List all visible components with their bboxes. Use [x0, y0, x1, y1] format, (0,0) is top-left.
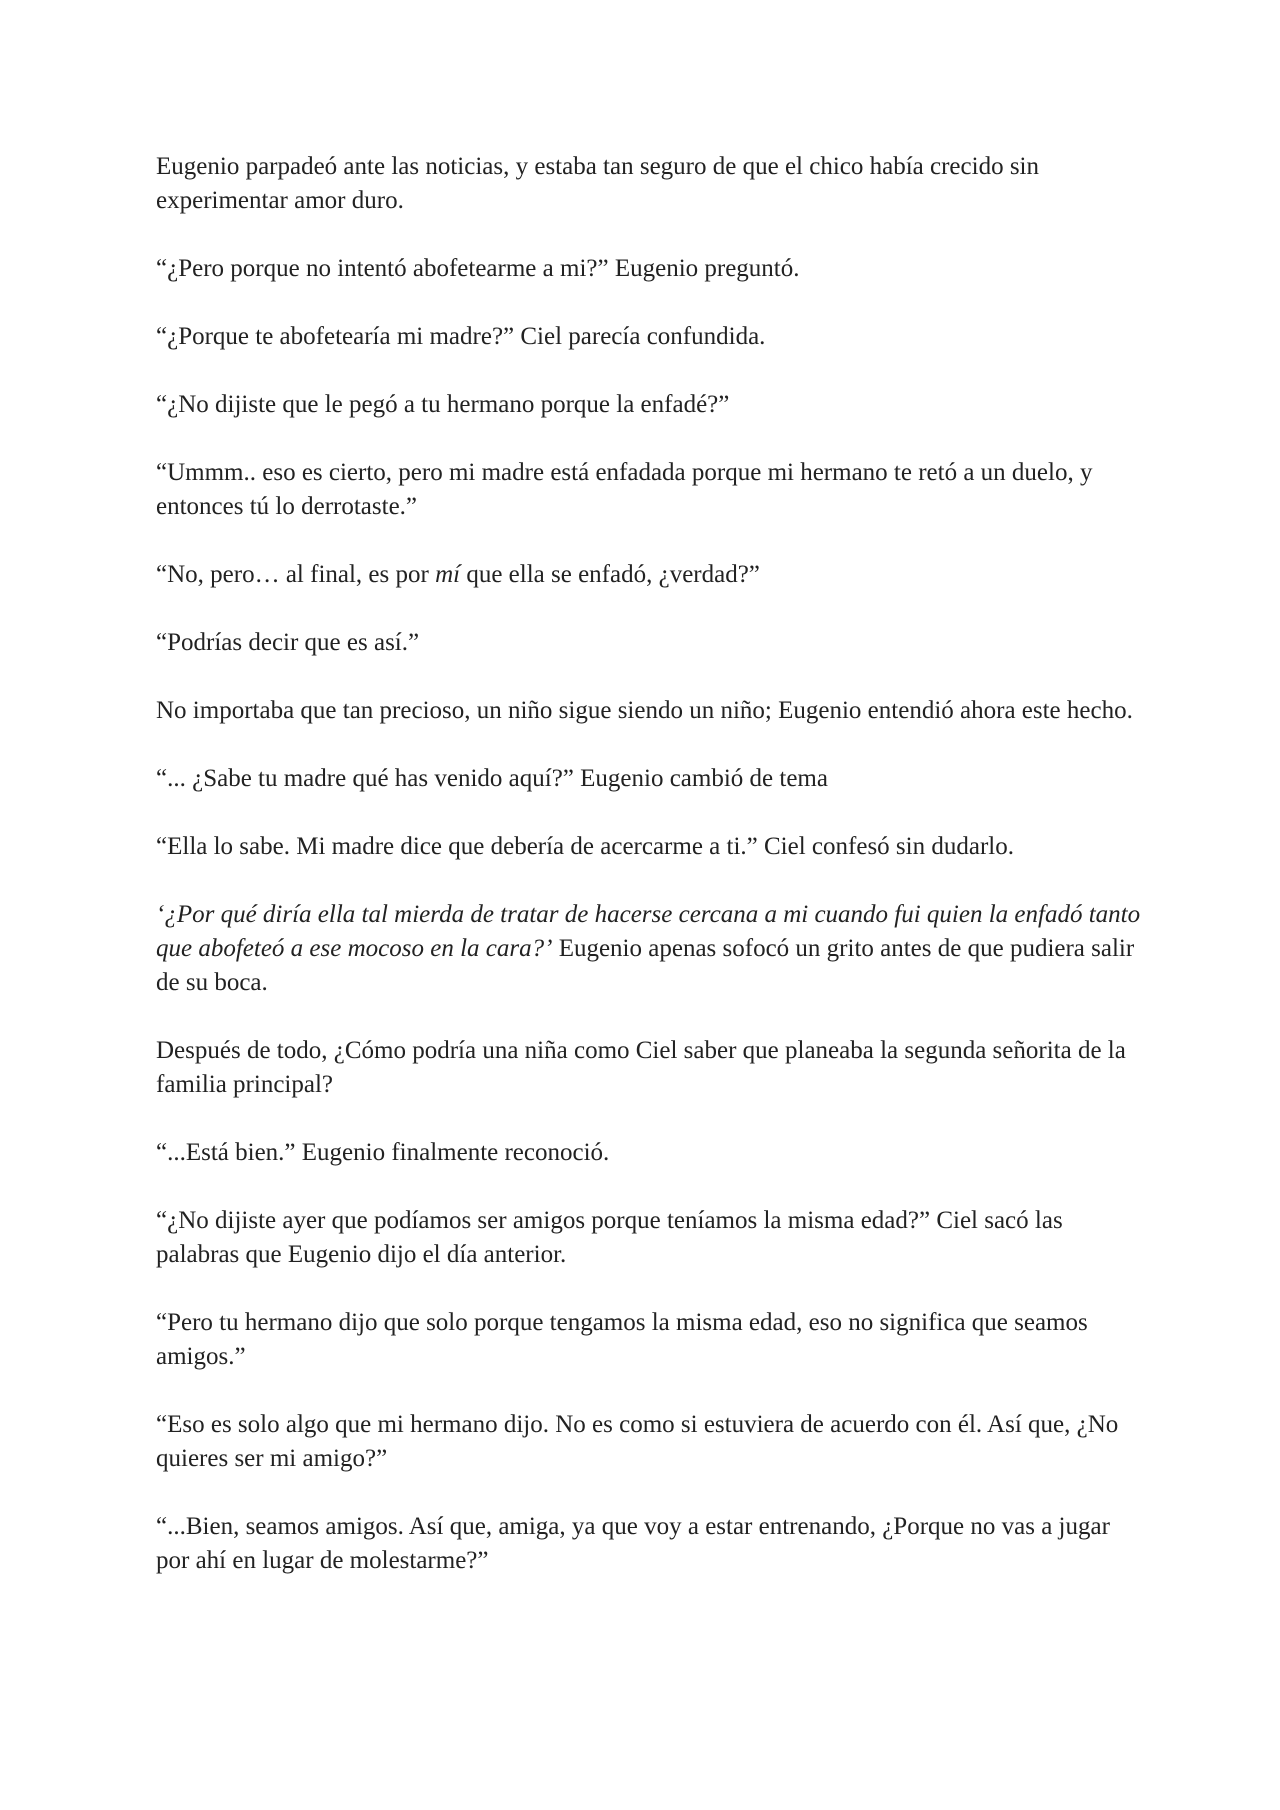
paragraph-6-before: “No, pero… al final, es por [156, 561, 436, 588]
paragraph-12: Después de todo, ¿Cómo podría una niña como Ciel saber que planeaba la segunda señorita de la familia principal? [156, 1037, 1126, 1098]
paragraph-4: “¿No dijiste que le pegó a tu hermano porque la enfadé?” [156, 391, 730, 418]
paragraph-16: “Eso es solo algo que mi hermano dijo. No es como si estuviera de acuerdo con él. Así que, ¿No quieres ser mi amigo?” [156, 1411, 1119, 1472]
document-body [156, 150, 1146, 1578]
paragraph-6-after: que ella se enfadó, ¿verdad?” [460, 561, 760, 588]
paragraph-6-emphasis: mí [435, 561, 461, 588]
paragraph-14: “¿No dijiste ayer que podíamos ser amigos porque teníamos la misma edad?” Ciel sacó las palabras que Eugenio dijo el día anterior. [156, 1207, 1063, 1268]
paragraph-17: “...Bien, seamos amigos. Así que, amiga, ya que voy a estar entrenando, ¿Porque no vas a jugar por ahí en lugar de molestarme?” [156, 1513, 1110, 1574]
paragraph-11-thought: ‘¿Por qué diría ella tal mierda de tratar de hacerse cercana a mi cuando fui quien la enfadó tanto que abofeteó a ese mocoso en la cara?’ [156, 901, 1141, 962]
paragraph-1: Eugenio parpadeó ante las noticias, y estaba tan seguro de que el chico había crecido sin experimentar amor duro. [156, 153, 1039, 214]
paragraph-6 [156, 558, 1146, 592]
paragraph-3: “¿Porque te abofetearía mi madre?” Ciel parecía confundida. [156, 323, 766, 350]
paragraph-7: “Podrías decir que es así.” [156, 629, 420, 656]
paragraph-9: “... ¿Sabe tu madre qué has venido aquí?” Eugenio cambió de tema [156, 765, 828, 792]
paragraph-15: “Pero tu hermano dijo que solo porque tengamos la misma edad, eso no significa que seamos amigos.” [156, 1309, 1088, 1370]
paragraph-8: No importaba que tan precioso, un niño sigue siendo un niño; Eugenio entendió ahora este hecho. [156, 697, 1133, 724]
paragraph-10: “Ella lo sabe. Mi madre dice que debería de acercarme a ti.” Ciel confesó sin dudarlo. [156, 833, 1014, 860]
paragraph-5: “Ummm.. eso es cierto, pero mi madre está enfadada porque mi hermano te retó a un duelo, y entonces tú lo derrotaste.” [156, 459, 1093, 520]
paragraph-13: “...Está bien.” Eugenio finalmente reconoció. [156, 1139, 610, 1166]
paragraph-2: “¿Pero porque no intentó abofetearme a mi?” Eugenio preguntó. [156, 255, 800, 282]
paragraph-11-after: Eugenio apenas sofocó un grito antes de que pudiera salir de su boca. [156, 935, 1135, 996]
paragraph-11 [156, 898, 1146, 1000]
